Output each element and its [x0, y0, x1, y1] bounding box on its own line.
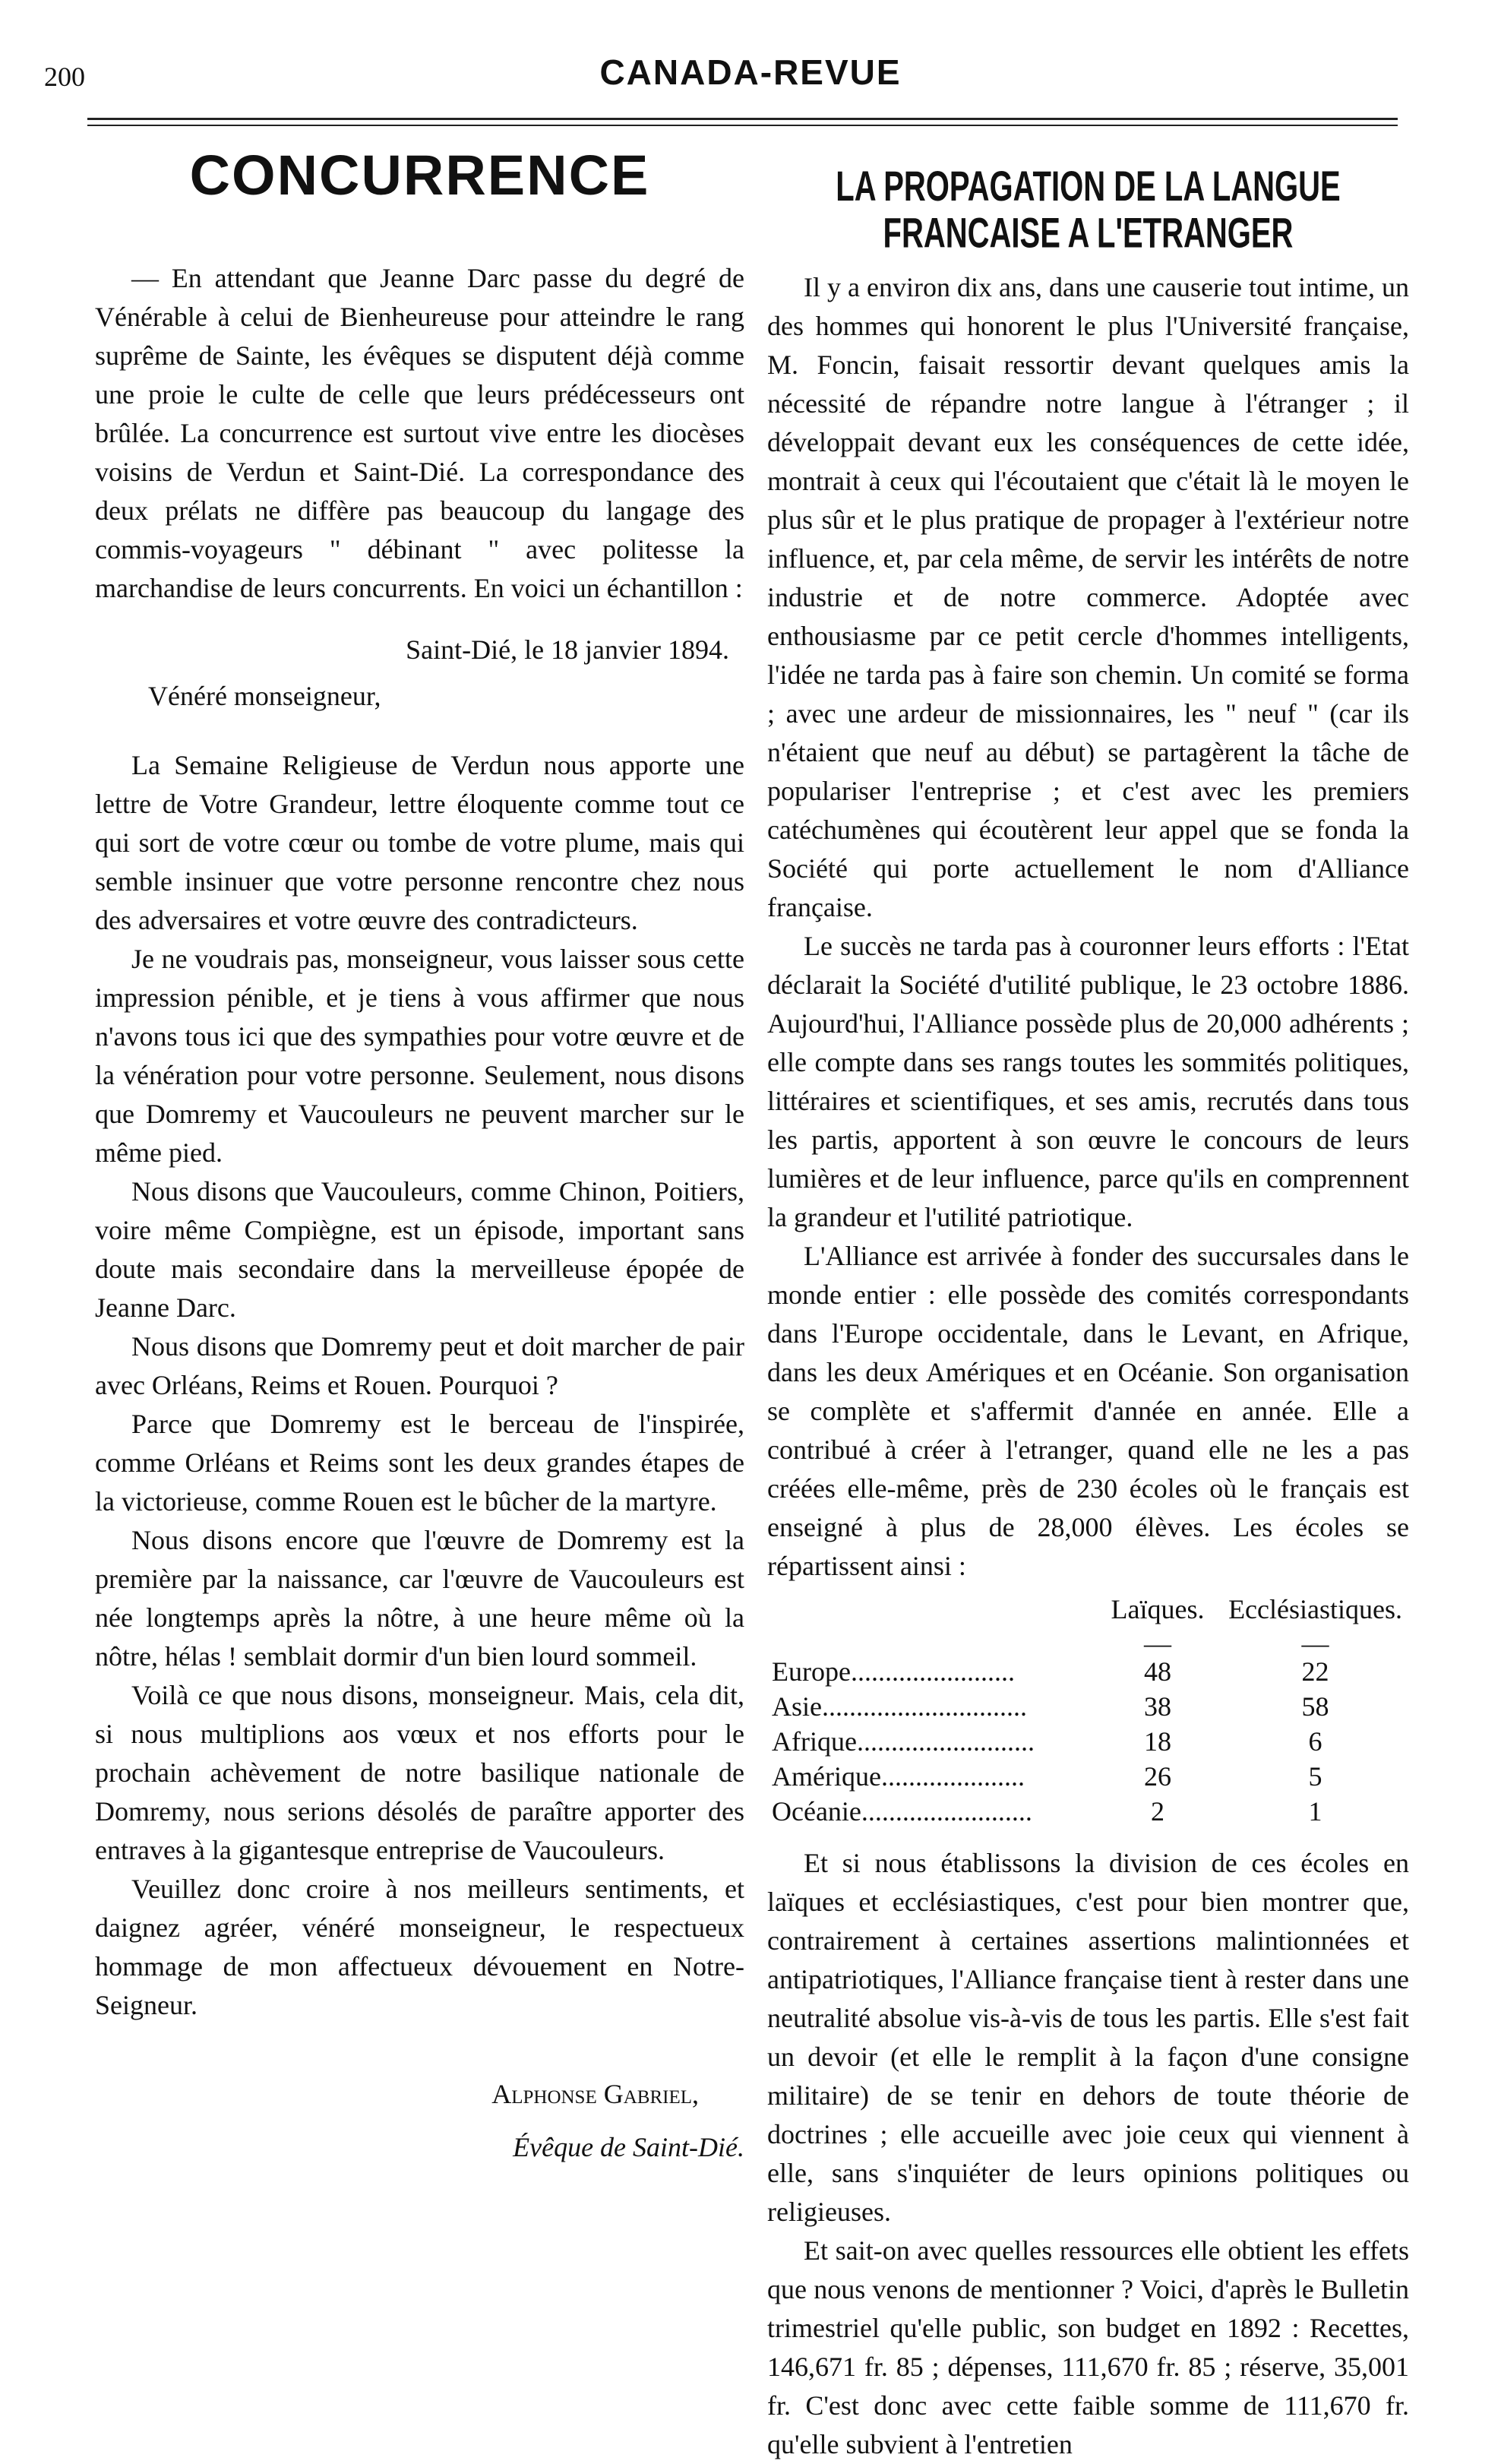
table-row — [772, 1759, 1402, 1794]
header-rule-thin — [87, 125, 1398, 126]
article-heading-propagation: LA PROPAGATION DE LA LANGUE FRANCAISE A L'ETRANGER — [836, 163, 1341, 258]
table-header-ecclesiastiques: Ecclésiastiques. — [1228, 1594, 1402, 1624]
eccl-cell: 5 — [1308, 1761, 1322, 1792]
dash-mark: — — [1301, 1628, 1329, 1659]
laiques-cell: 18 — [1143, 1726, 1171, 1757]
letter-paragraph: Nous disons que Vaucouleurs, comme Chinon, Poitiers, voire même Compiègne, est un épisode, important sans doute mais secondaire dans la merveilleuse épopée de Jeanne Darc. — [95, 1176, 744, 1324]
eccl-cell: 22 — [1301, 1656, 1329, 1687]
schools-table — [772, 1593, 1402, 1829]
signature-name: Alphonse Gabriel, — [491, 2079, 699, 2110]
letter-paragraph: Nous disons encore que l'œuvre de Domremy est la première par la naissance, car l'œuvre de Vaucouleurs est née longtemps après la nôtre, à une heure même où la nôtre, hélas ! semblait dormir d'un bien lourd sommeil. — [95, 1525, 744, 1672]
letter-paragraph: Je ne voudrais pas, monseigneur, vous laisser sous cette impression pénible, et je tiens à vous affirmer que nous n'avons tous ici que des sympathies pour votre œuvre et de la vénération pour votre personne. Seulement, nous disons que Domremy et Vaucouleurs ne peuvent marcher sur le même pied. — [95, 944, 744, 1169]
eccl-cell: 1 — [1308, 1796, 1322, 1827]
eccl-cell: 58 — [1301, 1691, 1329, 1722]
region-cell: Océanie......................... — [772, 1796, 1032, 1827]
region-cell: Europe........................ — [772, 1656, 1015, 1687]
running-title: CANADA-REVUE — [599, 52, 902, 92]
eccl-cell: 6 — [1308, 1726, 1322, 1757]
article-heading-concurrence: CONCURRENCE — [189, 144, 650, 207]
letter-paragraph: La Semaine Religieuse de Verdun nous apporte une lettre de Votre Grandeur, lettre éloquente comme tout ce qui sort de votre cœur ou tombe de votre plume, mais qui semble insinuer que votre personne rencontre chez nous des adversaires et votre œuvre des contradicteurs. — [95, 750, 744, 936]
letter-dateline: Saint-Dié, le 18 janvier 1894. — [406, 634, 729, 666]
table-dash-row — [772, 1633, 1402, 1654]
table-header-blank — [772, 1593, 1087, 1633]
body-paragraph: Il y a environ dix ans, dans une causerie tout intime, un des hommes qui honorent le plus l'Université française, M. Foncin, faisait ressortir devant quelques amis la nécessité de répandre notre langue à l'étranger ; il développait devant eux les conséquences de cette idée, montrait à ceux qui l'écoutaient que c'était là le moyen le plus sûr et le plus pratique de propager à l'extérieur notre influence, et, par cela même, de servir les intérêts de notre industrie et de notre commerce. Adoptée avec enthousiasme par ce petit cercle d'hommes intelligents, l'idée ne tarda pas à faire son chemin. Un comité se forma ; avec une ardeur de missionnaires, les " neuf " (car ils n'étaient que neuf au début) se partagèrent la tâche de populariser l'entreprise ; et c'est avec les premiers catéchumènes qui écoutèrent leur appel que se fonda la Société qui porte actuellement le nom d'Alliance française. — [767, 272, 1409, 922]
left-body — [95, 259, 744, 2025]
table-row — [772, 1654, 1402, 1689]
left-column — [95, 144, 744, 2163]
region-cell: Afrique.......................... — [772, 1726, 1035, 1757]
region-cell: Asie.............................. — [772, 1691, 1027, 1722]
body-paragraph: Le succès ne tarda pas à couronner leurs efforts : l'Etat déclarait la Société d'utilité publique, le 23 octobre 1886. Aujourd'hui, l'Alliance possède plus de 20,000 adhérents ; elle compte dans ses rangs toutes les sommités politiques, littéraires et scientifiques, et ses amis, recrutés dans tous les partis, apportent à son œuvre le concours de leurs lumières et de leur influence, parce qu'ils en comprennent la grandeur et l'utilité patriotique. — [767, 931, 1409, 1232]
signature-title: Évêque de Saint-Dié. — [513, 2132, 744, 2163]
letter-salutation: Vénéré monseigneur, — [148, 681, 381, 712]
page-number: 200 — [44, 62, 85, 92]
header-rule — [87, 118, 1398, 120]
right-body — [767, 268, 1409, 1586]
body-paragraph: Et si nous établissons la division de ces écoles en laïques et ecclésiastiques, c'est pour bien montrer que, contrairement à certaines assertions malintionnées et antipatriotiques, l'Alliance française tient à rester dans une neutralité absolue vis-à-vis de tous les partis. Elle s'est fait un devoir (et elle le remplit à la façon d'une consigne militaire) de se tenir en dehors de toute théorie de doctrines ; elle accueille avec joie ceux qui viennent à elle, sans s'inquiéter de leurs opinions politiques ou religieuses. — [767, 1848, 1409, 2227]
signature-block — [95, 2078, 744, 2163]
letter-paragraph: Nous disons que Domremy peut et doit marcher de pair avec Orléans, Reims et Rouen. Pourquoi ? — [95, 1331, 744, 1401]
right-body-continued — [767, 1844, 1409, 2464]
letter-paragraph: Parce que Domremy est le berceau de l'inspirée, comme Orléans et Reims sont les deux grandes étapes de la victorieuse, comme Rouen est le bûcher de la martyre. — [95, 1409, 744, 1517]
body-paragraph: L'Alliance est arrivée à fonder des succursales dans le monde entier : elle possède des comités correspondants dans l'Europe occidentale, dans le Levant, en Afrique, dans les deux Amériques et en Océanie. Son organisation se complète et s'affermit d'année en année. Elle a contribué à créer à l'etranger, quand elle ne les a pas créées elle-même, près de 230 écoles où le français est enseigné à plus de 28,000 élèves. Les écoles se répartissent ainsi : — [767, 1241, 1409, 1581]
table-row — [772, 1689, 1402, 1724]
laiques-cell: 26 — [1143, 1761, 1171, 1792]
region-cell: Amérique..................... — [772, 1761, 1025, 1792]
laiques-cell: 38 — [1143, 1691, 1171, 1722]
running-head — [0, 46, 1501, 91]
table-row — [772, 1724, 1402, 1759]
right-column — [767, 144, 1409, 2464]
letter-paragraph: Voilà ce que nous disons, monseigneur. Mais, cela dit, si nous multiplions aos vœux et nos efforts pour le prochain achèvement de notre basilique nationale de Domremy, nous serions désolés de paraître apporter des entraves à la gigantesque entreprise de Vaucouleurs. — [95, 1680, 744, 1866]
intro-paragraph: — En attendant que Jeanne Darc passe du degré de Vénérable à celui de Bienheureuse pour atteindre le rang suprême de Sainte, les évêques se disputent déjà comme une proie le culte de celle que leurs prédécesseurs ont brûlée. La concurrence est surtout vive entre les diocèses voisins de Verdun et Saint-Dié. La correspondance des deux prélats ne diffère pas beaucoup du langage des commis-voyageurs " débinant " avec politesse la marchandise de leurs concurrents. En voici un échantillon : — [95, 263, 744, 604]
laiques-cell: 48 — [1143, 1656, 1171, 1687]
table-header-row — [772, 1593, 1402, 1633]
body-paragraph: Et sait-on avec quelles ressources elle obtient les effets que nous venons de mentionner ? Voici, d'après le Bulletin trimestriel qu'elle public, son budget en 1892 : Recettes, 146,671 fr. 85 ; dépenses, 111,670 fr. 85 ; réserve, 35,001 fr. C'est donc avec cette faible somme de 111,670 fr. qu'elle subvient à l'entretien — [767, 2235, 1409, 2459]
laiques-cell: 2 — [1150, 1796, 1164, 1827]
table-row — [772, 1794, 1402, 1829]
letter-paragraph: Veuillez donc croire à nos meilleurs sentiments, et daignez agréer, vénéré monseigneur, le respectueux hommage de mon affectueux dévouement en Notre-Seigneur. — [95, 1874, 744, 2021]
dash-mark: — — [1143, 1628, 1171, 1659]
table-header-laiques: Laïques. — [1111, 1594, 1205, 1624]
